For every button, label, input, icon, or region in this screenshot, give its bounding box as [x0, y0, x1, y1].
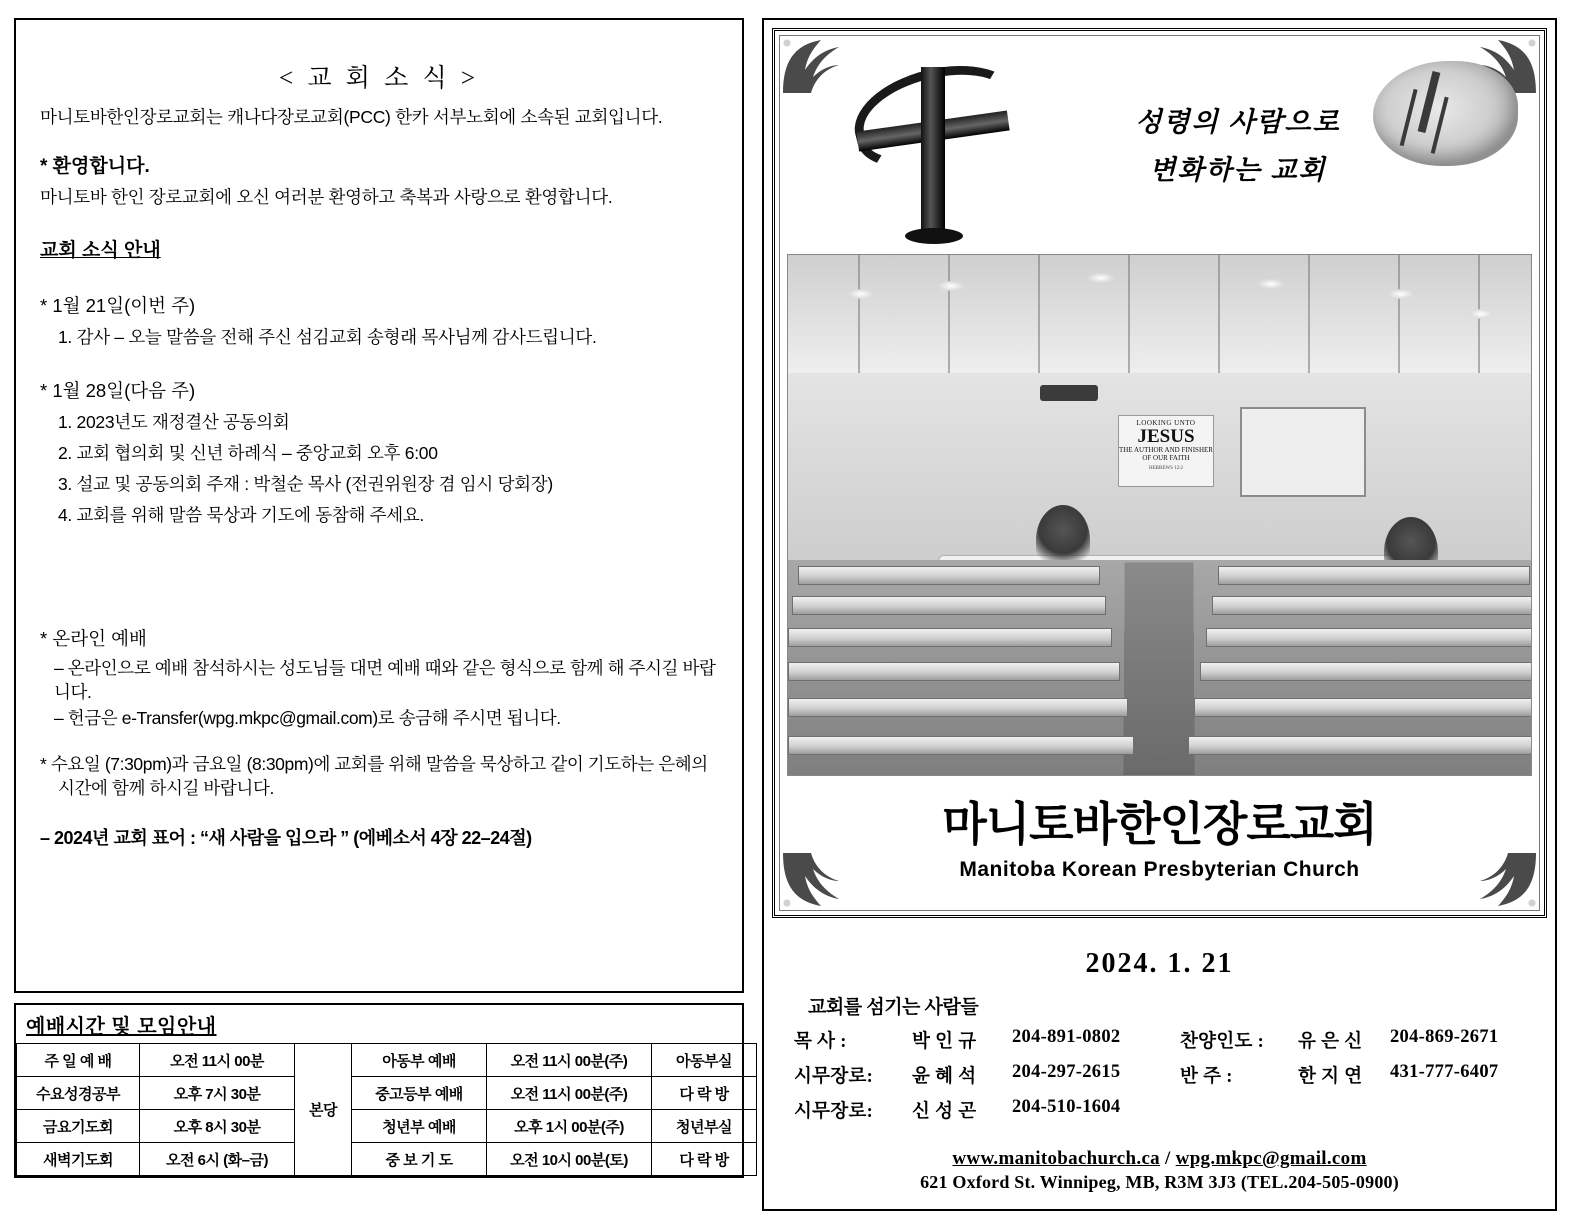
- list-item: 1. 2023년도 재정결산 공동의회: [58, 412, 290, 432]
- slogan-line-2: 변화하는 교회: [1149, 154, 1327, 185]
- list-item: 1. 감사 – 오늘 말씀을 전해 주신 섬김교회 송형래 목사님께 감사드립니다.: [58, 327, 597, 347]
- welcome-body: 마니토바 한인 장로교회에 오신 여러분 환영하고 축복과 사랑으로 환영합니다.: [40, 187, 613, 207]
- banner-line-3: THE AUTHOR AND FINISHER OF OUR FAITH: [1119, 446, 1213, 462]
- schedule-table: [16, 1043, 757, 1176]
- right-column: [762, 18, 1557, 1211]
- footer-links: [772, 1148, 1547, 1170]
- scripture-banner: [1118, 415, 1214, 487]
- bulletin-header-art: [783, 39, 1536, 254]
- servants-list: [794, 1027, 1547, 1132]
- news-title: < 교 회 소 식 >: [278, 65, 480, 92]
- servant-role: 반 주 :: [1180, 1067, 1233, 1087]
- servant-name: 박 인 규: [912, 1032, 977, 1052]
- servant-phone: 204-891-0802: [1012, 1027, 1121, 1047]
- prayer-note: * 수요일 (7:30pm)과 금요일 (8:30pm)에 교회를 위해 말씀을 묵상하고 같이 기도하는 은혜의 시간에 함께 하시길 바랍니다.: [40, 753, 708, 798]
- service-schedule-box: [14, 1003, 744, 1178]
- servant-name: 한 지 연: [1298, 1067, 1363, 1087]
- servant-phone: 431-777-6407: [1390, 1062, 1499, 1082]
- cell-group-time: 오전 11시 00분(주): [487, 1044, 652, 1077]
- servant-phone: 204-869-2671: [1390, 1027, 1499, 1047]
- cell-group-room: 청년부실: [652, 1110, 757, 1143]
- cell-service-name: 금요기도회: [17, 1110, 140, 1143]
- cell-group-room: 다 락 방: [652, 1143, 757, 1176]
- cell-group-room: 아동부실: [652, 1044, 757, 1077]
- cell-group-name: 아동부 예배: [352, 1044, 487, 1077]
- cell-service-time: 오전 11시 00분: [140, 1044, 295, 1077]
- spacer: [40, 555, 718, 625]
- servant-name: 윤 혜 석: [912, 1067, 977, 1087]
- schedule-title: 예배시간 및 모임안내: [26, 1016, 217, 1038]
- list-item: 3. 설교 및 공동의회 주재 : 박철순 목사 (전권위원장 겸 임시 당회장): [58, 474, 553, 494]
- servant-name: 신 성 곤: [912, 1102, 977, 1122]
- servant-row: [794, 1062, 1547, 1088]
- servant-role: 시무장로:: [794, 1102, 874, 1122]
- servant-phone: 204-510-1604: [1012, 1097, 1121, 1117]
- cell-service-name: 주 일 예 배: [17, 1044, 140, 1077]
- list-item: 4. 교회를 위해 말씀 묵상과 기도에 동참해 주세요.: [58, 505, 424, 525]
- sanctuary-photo: [787, 254, 1532, 776]
- cell-group-time: 오후 1시 00분(주): [487, 1110, 652, 1143]
- left-column: [14, 18, 744, 1211]
- servant-row: [794, 1097, 1547, 1123]
- cell-service-time: 오전 6시 (화–금): [140, 1143, 295, 1176]
- banner-line-4: HEBREWS 12:2: [1148, 465, 1184, 471]
- cell-location-main: 본당: [295, 1044, 352, 1176]
- cell-group-name: 중 보 기 도: [352, 1143, 487, 1176]
- online-worship-heading: * 온라인 예배: [40, 628, 147, 649]
- year-motto: – 2024년 교회 표어 : “새 사람을 입으라 ” (에베소서 4장 22–24절): [40, 828, 532, 849]
- cell-group-time: 오전 11시 00분(주): [487, 1077, 652, 1110]
- table-row: [17, 1143, 757, 1176]
- list-item: – 온라인으로 예배 참석하시는 성도님들 대면 예배 때와 같은 형식으로 함께 해 주시길 바랍니다.: [54, 658, 716, 702]
- website-link[interactable]: www.manitobachurch.ca: [952, 1148, 1160, 1169]
- cell-service-time: 오후 7시 30분: [140, 1077, 295, 1110]
- cell-group-name: 중고등부 예배: [352, 1077, 487, 1110]
- praying-hands-icon: [1373, 61, 1518, 166]
- servant-row: [794, 1027, 1547, 1053]
- cell-service-time: 오후 8시 30분: [140, 1110, 295, 1143]
- church-name-korean: 마니토바한인장로교회: [942, 798, 1377, 850]
- cell-service-name: 새벽기도회: [17, 1143, 140, 1176]
- list-item: 2. 교회 협의회 및 신년 하례식 – 중앙교회 오후 6:00: [58, 443, 438, 463]
- bulletin-cover: [762, 18, 1557, 1211]
- list-item: – 헌금은 e-Transfer(wpg.mkpc@gmail.com)로 송금해 주시면 됩니다.: [54, 708, 561, 729]
- this-week-list: [40, 324, 718, 349]
- banner-line-1: LOOKING UNTO: [1136, 419, 1196, 427]
- cell-group-time: 오전 10시 00분(토): [487, 1143, 652, 1176]
- link-separator: /: [1159, 1148, 1176, 1169]
- news-section-heading: 교회 소식 안내: [40, 240, 161, 261]
- news-intro: 마니토바한인장로교회는 캐나다장로교회(PCC) 한카 서부노회에 소속된 교회입니다.: [40, 107, 663, 127]
- cell-group-room: 다 락 방: [652, 1077, 757, 1110]
- slogan-line-1: 성령의 사람으로: [1135, 107, 1341, 138]
- servant-role: 목 사 :: [794, 1032, 847, 1052]
- church-name-english: Manitoba Korean Presbyterian Church: [959, 858, 1360, 881]
- email-link[interactable]: wpg.mkpc@gmail.com: [1175, 1148, 1367, 1169]
- servant-role: 찬양인도 :: [1180, 1032, 1265, 1052]
- servants-title: 교회를 섬기는 사람들: [808, 997, 979, 1018]
- church-news-box: [14, 18, 744, 993]
- cell-service-name: 수요성경공부: [17, 1077, 140, 1110]
- online-worship-list: [40, 657, 718, 731]
- cell-group-name: 청년부 예배: [352, 1110, 487, 1143]
- decorative-frame: [772, 28, 1547, 918]
- servant-phone: 204-297-2615: [1012, 1062, 1121, 1082]
- next-week-list: [40, 409, 718, 527]
- banner-line-2: JESUS: [1137, 426, 1195, 448]
- table-row: [17, 1077, 757, 1110]
- church-address: 621 Oxford St. Winnipeg, MB, R3M 3J3 (TEL.204-505-0900): [920, 1172, 1399, 1192]
- servant-role: 시무장로:: [794, 1067, 874, 1087]
- welcome-heading: * 환영합니다.: [40, 156, 150, 177]
- cross-logo-icon: [845, 49, 1020, 244]
- table-row: [17, 1044, 757, 1077]
- table-row: [17, 1110, 757, 1143]
- next-week-heading: * 1월 28일(다음 주): [40, 380, 196, 401]
- bulletin-date: 2024. 1. 21: [1085, 948, 1234, 979]
- this-week-heading: * 1월 21일(이번 주): [40, 295, 196, 316]
- servant-name: 유 은 신: [1298, 1032, 1363, 1052]
